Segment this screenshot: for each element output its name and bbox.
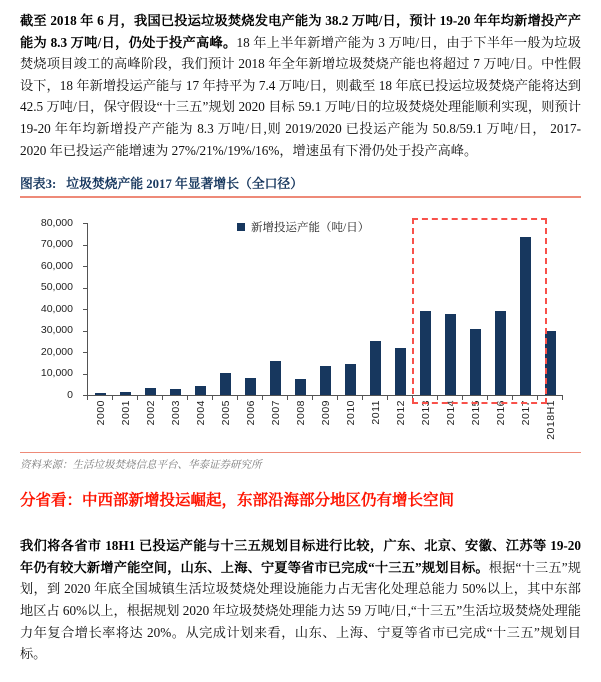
bar-2001 (120, 392, 131, 395)
x-axis-tick-label: 2005 (219, 400, 232, 426)
y-axis-tick-label: 80,000 (40, 216, 73, 229)
x-axis-tick-mark (212, 396, 213, 400)
bar-slot-2006 (238, 223, 263, 426)
x-axis-tick-label: 2011 (369, 400, 382, 425)
x-axis-tick-label: 2007 (269, 400, 282, 426)
y-axis-tick-label: 20,000 (40, 345, 73, 358)
x-axis-tick-mark (362, 396, 363, 400)
bar-2012 (395, 348, 406, 395)
paragraph-province-comparison (20, 535, 581, 665)
x-axis-tick-mark (237, 396, 238, 400)
y-axis-tick-label: 50,000 (40, 281, 73, 294)
x-axis-tick-label: 2002 (144, 400, 157, 426)
x-axis-tick-mark (387, 396, 388, 400)
x-axis-tick-mark (137, 396, 138, 400)
x-axis-tick-label: 2014 (444, 400, 457, 426)
bar-2006 (245, 378, 256, 395)
bar-2004 (195, 386, 206, 395)
bar-slot-2002 (138, 223, 163, 426)
x-axis-tick-mark (112, 396, 113, 400)
bar-2011 (370, 341, 381, 395)
x-axis-tick-label: 2016 (494, 400, 507, 426)
paragraph-1-bold-lead: 截至 2018 年 6 月，我国已投运垃圾焚烧发电产能为 38.2 万吨/日，预计 19-20 年年均新增投产产能为 8.3 万吨/日，仍处于投产高峰。 (20, 13, 581, 50)
y-axis-tick-label: 30,000 (40, 324, 73, 337)
x-axis-tick-label: 2015 (469, 400, 482, 426)
x-axis-tick-label: 2017 (519, 400, 532, 426)
paragraph-2-body-text: 根据“十三五”规划，到 2020 年底全国城镇生活垃圾焚烧处理设施能力占无害化处理总能力 50%以上，其中东部地区占 60%以上，根据规划 2020 年垃圾焚烧处理能力达 59 万吨/日,“十三五”生活垃圾焚烧处理能力年复合增长率将达 20%。从完成计划来看，山东、上海、宁夏等省市已完成“十三五”规划目标。 (20, 559, 581, 662)
bar-slot-2004 (188, 223, 213, 426)
paragraph-capacity-summary (20, 10, 581, 161)
bar-slot-2005 (213, 223, 238, 426)
bar-2005 (220, 373, 231, 395)
x-axis-tick-mark (337, 396, 338, 400)
x-axis-tick-label: 2013 (419, 400, 432, 426)
bar-slot-2010 (338, 223, 363, 426)
bar-2007 (270, 361, 281, 395)
paragraph-2-bold-lead: 我们将各省市 18H1 已投运产能与十三五规划目标进行比较，广东、北京、安徽、江苏等 19-20 年仍有较大新增产能空间，山东、上海、宁夏等省市已完成“十三五”规划目标。 (20, 538, 581, 575)
x-axis-tick-label: 2012 (394, 400, 407, 426)
x-axis-tick-label: 2008 (294, 400, 307, 426)
bar-slot-2009 (313, 223, 338, 426)
x-axis-tick-label: 2000 (94, 400, 107, 426)
x-axis-tick-mark (87, 396, 88, 400)
y-axis-tick-label: 70,000 (40, 238, 73, 251)
y-axis-tick-label: 10,000 (40, 367, 73, 380)
x-axis-tick-label: 2006 (244, 400, 257, 426)
paragraph-1-body-text: 18 年上半年新增产能为 3 万吨/日，由于下半年一般为垃圾焚烧项目竣工的高峰阶段，我们预计 2018 年全年新增垃圾焚烧产能也将超过 7 万吨/日。中性假设下，18 年新增投运产能与 17 年持平为 7.4 万吨/日，则截至 18 年底已投运垃圾焚烧产能将达到 42.5 万吨/日，保守假设“十三五”规划 2020 目标 59.1 万吨/日的垃圾焚烧处理能顺利实现，则预计 19-20 年年均新增投产产能为 8.3 万吨/日,则 2019/2020 已投运产能为 50.8/59.1 万吨/日， 2017-2020 年已投运产能增速为 27%/21%/19%/16%，增速虽有下滑仍处于投产高峰。 (20, 34, 581, 158)
x-axis-tick-label: 2018H1 (544, 400, 557, 440)
highlight-box (412, 218, 547, 404)
bar-2003 (170, 389, 181, 395)
y-axis-tick-label: 60,000 (40, 259, 73, 272)
bar-2009 (320, 366, 331, 395)
source-text: 资料来源：生活垃圾焚烧信息平台、华泰证券研究所 (20, 460, 262, 472)
bar-2002 (145, 388, 156, 395)
waste-incineration-bar-chart (20, 211, 581, 446)
x-axis-tick-label: 2009 (319, 400, 332, 426)
y-axis-tick-label: 0 (67, 388, 73, 401)
x-axis-tick-label: 2003 (169, 400, 182, 426)
x-axis-tick-label: 2010 (344, 400, 357, 426)
x-axis-tick-mark (262, 396, 263, 400)
x-axis-tick-mark (312, 396, 313, 400)
bar-slot-2003 (163, 223, 188, 426)
bar-slot-2012 (388, 223, 413, 426)
bar-slot-2008 (288, 223, 313, 426)
bar-slot-2007 (263, 223, 288, 426)
bar-slot-2000 (88, 223, 113, 426)
bar-2000 (95, 393, 106, 395)
section-heading: 分省看：中西部新增投运崛起，东部沿海部分地区仍有增长空间 (20, 492, 455, 510)
figure-title: 垃圾焚烧产能 2017 年显著增长（全口径） (66, 177, 304, 192)
x-axis-tick-mark (562, 396, 563, 400)
figure-number-label: 图表3: (20, 177, 57, 192)
source-note (20, 452, 581, 472)
bar-slot-2001 (113, 223, 138, 426)
bar-2008 (295, 379, 306, 395)
bar-2010 (345, 364, 356, 395)
x-axis-tick-label: 2001 (119, 400, 132, 426)
x-axis-tick-label: 2004 (194, 400, 207, 426)
x-axis-tick-mark (162, 396, 163, 400)
x-axis-tick-mark (187, 396, 188, 400)
bar-slot-2011 (363, 223, 388, 425)
legend-label: 新增投运产能（吨/日） (251, 222, 370, 235)
y-axis-tick-label: 40,000 (40, 302, 73, 315)
figure-caption (20, 173, 581, 198)
x-axis-tick-mark (287, 396, 288, 400)
